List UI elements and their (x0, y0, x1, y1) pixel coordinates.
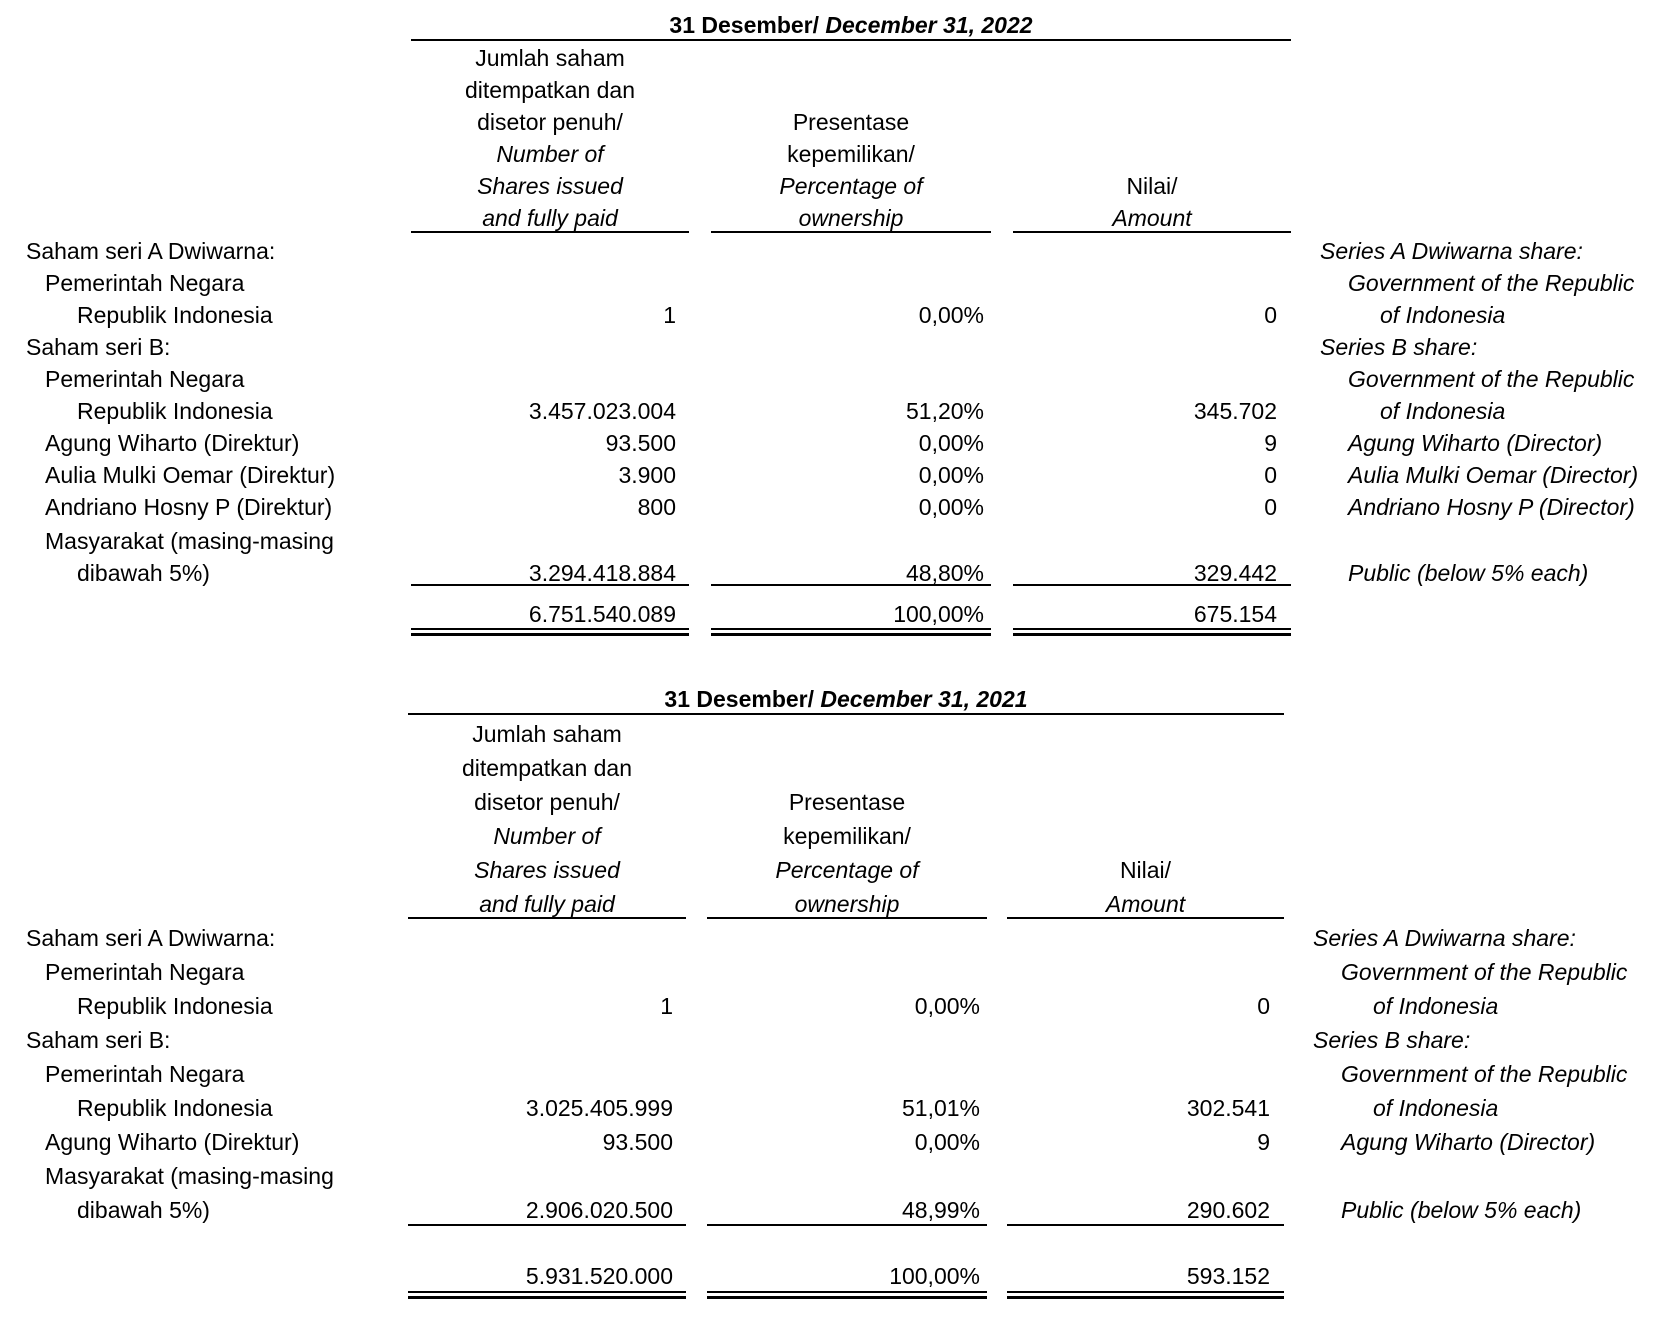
col-header-pct-line-en: Percentage of (775, 857, 919, 883)
col-header-amount (1007, 853, 1284, 921)
row-amount-value: 9 (1257, 1129, 1270, 1155)
subtotal-rule-amount (1013, 584, 1291, 586)
col-header-amount-line: Nilai/ (1126, 173, 1178, 199)
row-label-en: Aulia Mulki Oemar (Director) (1348, 462, 1639, 488)
row-label-id: Republik Indonesia (77, 1095, 273, 1121)
total-rule-amount (1013, 628, 1291, 636)
total-rule-amount (1007, 1291, 1284, 1299)
row-percentage-value: 48,99% (901, 1197, 980, 1223)
col-header-shares-line-en: and fully paid (479, 891, 615, 917)
row-label-en: Public (below 5% each) (1341, 1197, 1582, 1223)
total-percentage: 100,00% (889, 1263, 980, 1289)
row-amount-value: 0 (1264, 462, 1277, 488)
row-amount-value: 302.541 (1186, 1095, 1270, 1121)
subtotal-rule-shares (411, 584, 689, 586)
col-header-percentage (707, 785, 987, 921)
col-header-pct-line-en: ownership (794, 891, 900, 917)
row-shares-value: 3.900 (618, 462, 676, 488)
row-percentage-value: 0,00% (918, 462, 984, 488)
col-header-pct-line: Presentase (792, 109, 910, 135)
period-title-id: 31 Desember/ (669, 12, 820, 38)
period-title-id: 31 Desember/ (664, 686, 815, 712)
row-label-en: Series B share: (1320, 334, 1478, 360)
col-header-amount (1013, 170, 1291, 234)
row-label-en: Andriano Hosny P (Director) (1348, 494, 1635, 520)
subtotal-rule-amount (1007, 1224, 1284, 1226)
row-label-id: Republik Indonesia (77, 993, 273, 1019)
total-amount: 593.152 (1186, 1263, 1270, 1289)
row-amount-value: 290.602 (1186, 1197, 1270, 1223)
col-header-amount-rule (1007, 917, 1284, 919)
row-label-en: Series A Dwiwarna share: (1320, 238, 1583, 264)
col-header-amount-rule (1013, 231, 1291, 233)
row-percentage-value: 0,00% (914, 993, 980, 1019)
col-header-pct-line-en: Percentage of (779, 173, 923, 199)
total-rule-shares (411, 628, 689, 636)
period-title-en: December 31, 2021 (820, 686, 1028, 712)
col-header-shares-rule (408, 917, 686, 919)
row-label-en: Government of the Republic (1341, 959, 1628, 985)
row-shares-value: 3.294.418.884 (528, 560, 676, 586)
row-label-id: Masyarakat (masing-masing (45, 1163, 334, 1189)
col-header-shares-line: Jumlah saham (472, 721, 622, 747)
col-header-shares-line: disetor penuh/ (477, 109, 623, 135)
row-label-en: Agung Wiharto (Director) (1341, 1129, 1596, 1155)
col-header-percentage-rule (711, 231, 991, 233)
row-label-en: of Indonesia (1380, 302, 1506, 328)
col-header-percentage-rule (707, 917, 987, 919)
row-label-en: Agung Wiharto (Director) (1348, 430, 1603, 456)
total-rule-shares (408, 1291, 686, 1299)
row-amount-value: 0 (1257, 993, 1270, 1019)
col-header-shares-line: ditempatkan dan (464, 77, 636, 103)
col-header-shares-line: Jumlah saham (475, 45, 625, 71)
row-label-id: dibawah 5%) (77, 560, 210, 586)
row-shares-value: 2.906.020.500 (525, 1197, 673, 1223)
row-label-en: of Indonesia (1373, 1095, 1499, 1121)
subtotal-rule-shares (408, 1224, 686, 1226)
row-label-id: Saham seri A Dwiwarna: (26, 238, 276, 264)
row-label-en: Government of the Republic (1348, 366, 1635, 392)
row-label-id: Pemerintah Negara (45, 959, 245, 985)
row-amount-value: 345.702 (1193, 398, 1277, 424)
row-label-id: Aulia Mulki Oemar (Direktur) (45, 462, 336, 488)
row-label-en: Series B share: (1313, 1027, 1471, 1053)
total-shares: 6.751.540.089 (528, 601, 676, 627)
row-shares-value: 93.500 (605, 430, 676, 456)
total-shares: 5.931.520.000 (525, 1263, 673, 1289)
row-amount-value: 0 (1264, 302, 1277, 328)
row-amount-value: 9 (1264, 430, 1277, 456)
row-percentage-value: 51,01% (901, 1095, 980, 1121)
col-header-percentage (711, 106, 991, 234)
row-label-id: Agung Wiharto (Direktur) (45, 430, 300, 456)
row-label-en: Public (below 5% each) (1348, 560, 1589, 586)
period-title-rule (411, 39, 1291, 41)
col-header-pct-line: kepemilikan/ (783, 823, 911, 849)
row-label-en: Government of the Republic (1341, 1061, 1628, 1087)
period-title (408, 684, 1284, 714)
row-label-en: of Indonesia (1380, 398, 1506, 424)
col-header-amount-line-en: Amount (1105, 891, 1186, 917)
col-header-shares-line-en: Number of (496, 141, 604, 167)
row-shares-value: 3.457.023.004 (528, 398, 676, 424)
row-percentage-value: 0,00% (914, 1129, 980, 1155)
row-label-id: Masyarakat (masing-masing (45, 528, 334, 554)
period-title-rule (408, 713, 1284, 715)
row-label-id: Agung Wiharto (Direktur) (45, 1129, 300, 1155)
row-percentage-value: 0,00% (918, 430, 984, 456)
row-label-en: of Indonesia (1373, 993, 1499, 1019)
row-label-id: Saham seri B: (26, 334, 171, 360)
row-percentage-value: 0,00% (918, 494, 984, 520)
row-shares-value: 1 (660, 993, 673, 1019)
row-label-id: Saham seri B: (26, 1027, 171, 1053)
row-label-en: Series A Dwiwarna share: (1313, 925, 1576, 951)
col-header-shares-line: ditempatkan dan (461, 755, 633, 781)
row-shares-value: 93.500 (602, 1129, 673, 1155)
row-percentage-value: 51,20% (905, 398, 984, 424)
col-header-pct-line: Presentase (788, 789, 906, 815)
col-header-amount-line-en: Amount (1112, 205, 1192, 231)
row-label-id: dibawah 5%) (77, 1197, 210, 1223)
row-label-id: Saham seri A Dwiwarna: (26, 925, 276, 951)
row-shares-value: 800 (637, 494, 676, 520)
col-header-amount-line: Nilai/ (1119, 857, 1172, 883)
col-header-pct-line: kepemilikan/ (787, 141, 915, 167)
row-percentage-value: 0,00% (918, 302, 984, 328)
col-header-shares-line-en: and fully paid (482, 205, 618, 231)
period-title (411, 10, 1291, 40)
subtotal-rule-pct (711, 584, 991, 586)
period-title-en: December 31, 2022 (825, 12, 1033, 38)
row-amount-value: 329.442 (1193, 560, 1277, 586)
row-label-id: Pemerintah Negara (45, 1061, 245, 1087)
col-header-shares-line-en: Shares issued (474, 857, 620, 883)
row-percentage-value: 48,80% (905, 560, 984, 586)
total-rule-pct (711, 628, 991, 636)
subtotal-rule-pct (707, 1224, 987, 1226)
total-percentage: 100,00% (893, 601, 984, 627)
total-amount: 675.154 (1193, 601, 1277, 627)
col-header-shares-line: disetor penuh/ (474, 789, 620, 815)
row-amount-value: 0 (1264, 494, 1277, 520)
col-header-shares (411, 42, 689, 234)
row-label-id: Republik Indonesia (77, 302, 273, 328)
row-label-id: Republik Indonesia (77, 398, 273, 424)
row-label-id: Pemerintah Negara (45, 270, 245, 296)
row-label-en: Government of the Republic (1348, 270, 1635, 296)
col-header-shares-rule (411, 231, 689, 233)
col-header-pct-line-en: ownership (798, 205, 904, 231)
col-header-shares-line-en: Shares issued (477, 173, 623, 199)
row-shares-value: 1 (663, 302, 676, 328)
col-header-shares (408, 717, 686, 921)
col-header-shares-line-en: Number of (493, 823, 601, 849)
total-rule-pct (707, 1291, 987, 1299)
row-label-id: Pemerintah Negara (45, 366, 245, 392)
row-label-id: Andriano Hosny P (Direktur) (45, 494, 333, 520)
row-shares-value: 3.025.405.999 (525, 1095, 673, 1121)
